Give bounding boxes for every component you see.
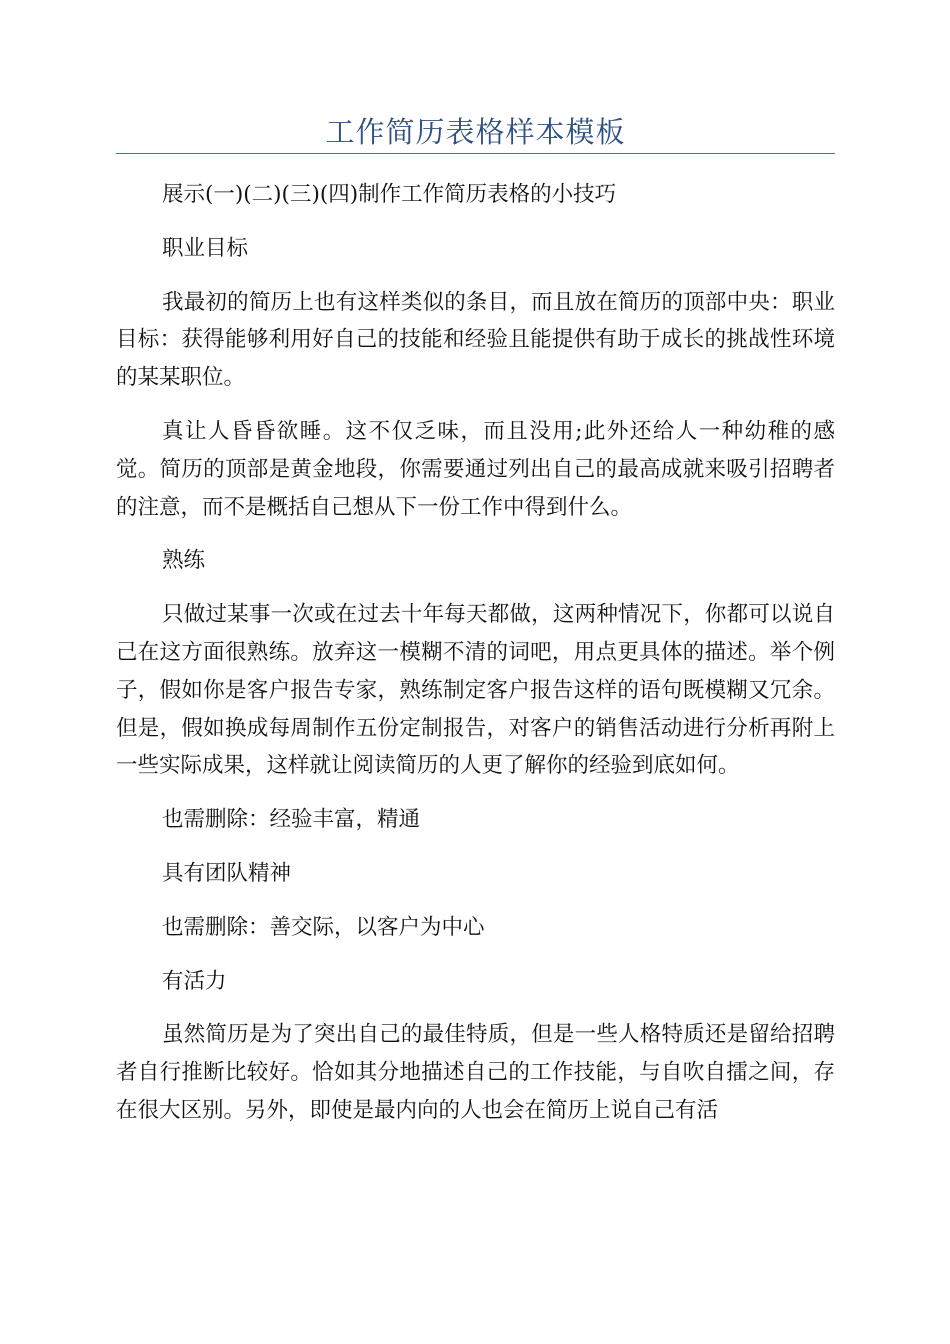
heading-career-objective: 职业目标	[162, 235, 249, 261]
document-body	[116, 176, 835, 1146]
document-title: 工作简历表格样本模板	[325, 115, 626, 149]
note-also-delete: 也需删除：经验丰富，精通	[162, 807, 421, 833]
paragraph: 虽然简历是为了突出自己的最佳特质，但是一些人格特质还是留给招聘者自行推断比较好。恰如其分地描述自己的工作技能，与自吹自擂之间，存在很大区别。另外，即使是最内向的人也会在简历上说自己有活	[116, 1022, 835, 1123]
note-also-delete: 也需删除：善交际，以客户为中心	[162, 914, 485, 940]
title-underline	[116, 153, 835, 154]
heading-energetic: 有活力	[162, 968, 227, 994]
paragraph: 只做过某事一次或在过去十年每天都做，这两种情况下，你都可以说自己在这方面很熟练。放弃这一模糊不清的词吧，用点更具体的描述。举个例子，假如你是客户报告专家，熟练制定客户报告这样的语句既模糊又冗余。但是，假如换成每周制作五份定制报告，对客户的销售活动进行分析再附上一些实际成果，这样就让阅读简历的人更了解你的经验到底如何。	[116, 602, 835, 779]
paragraph: 真让人昏昏欲睡。这不仅乏味，而且没用;此外还给人一种幼稚的感觉。简历的顶部是黄金地段，你需要通过列出自己的最高成就来吸引招聘者的注意，而不是概括自己想从下一份工作中得到什么。	[116, 418, 835, 520]
heading-team-spirit: 具有团队精神	[162, 860, 292, 886]
paragraph: 我最初的简历上也有这样类似的条目，而且放在简历的顶部中央：职业目标：获得能够利用好自己的技能和经验且能提供有助于成长的挑战性环境的某某职位。	[116, 289, 835, 391]
paragraph-intro: 展示(一)(二)(三)(四)制作工作简历表格的小技巧	[162, 182, 617, 207]
heading-proficient: 熟练	[162, 548, 206, 574]
